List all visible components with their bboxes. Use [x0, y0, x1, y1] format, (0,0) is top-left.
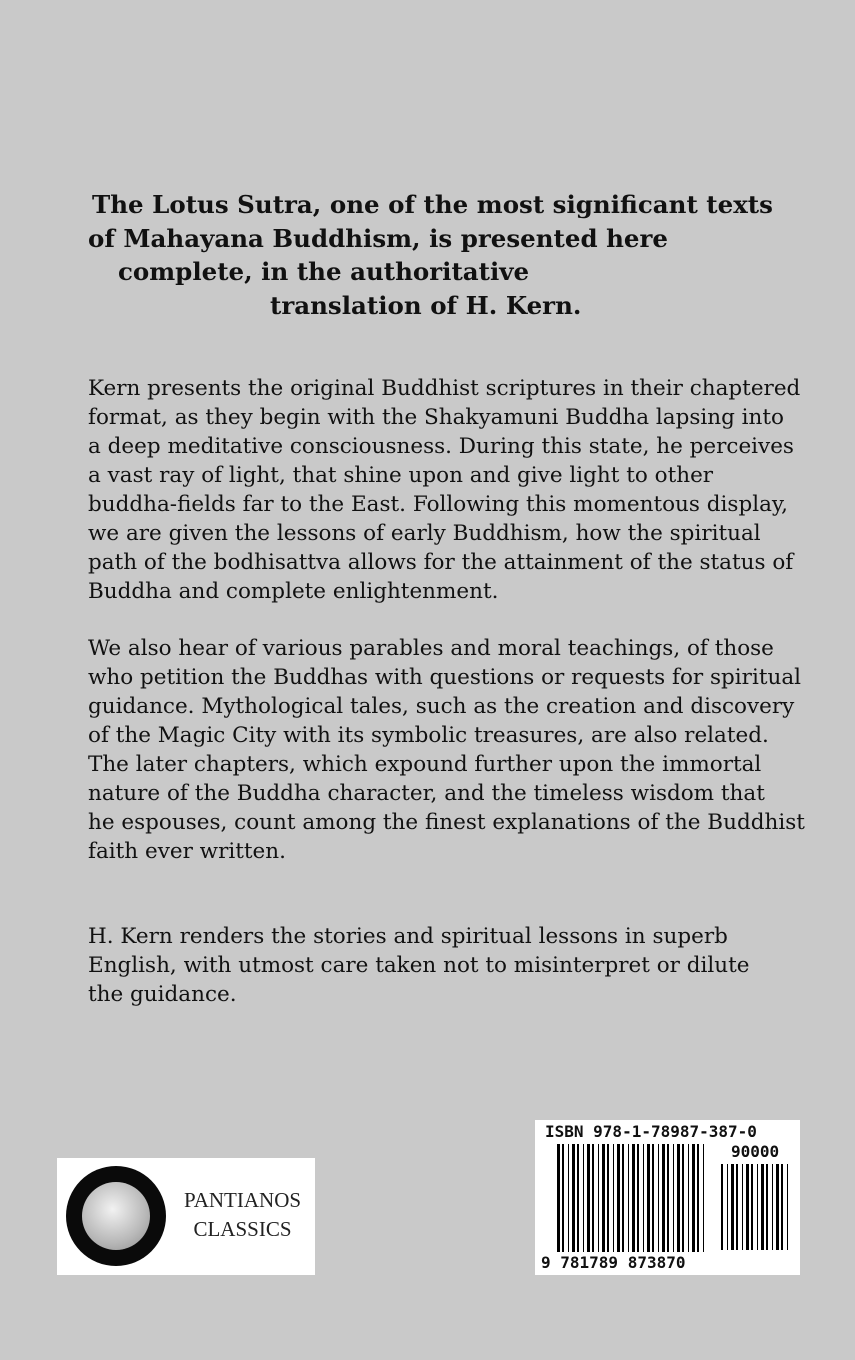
barcode-digits: 9 781789 873870 — [541, 1253, 686, 1272]
paragraph-1 — [88, 374, 800, 606]
headline-line: complete, in the authoritative — [118, 257, 530, 286]
barcode-bar — [781, 1164, 783, 1250]
isbn-label: ISBN 978-1-78987-387-0 — [545, 1122, 757, 1141]
isbn-addon-code: 90000 — [731, 1142, 780, 1161]
barcode-bar — [721, 1164, 723, 1250]
barcode-bar — [652, 1144, 654, 1252]
coin-icon — [66, 1166, 166, 1266]
paragraph-line: a deep meditative consciousness. During this state, he perceives — [88, 434, 794, 459]
paragraph-line: Buddha and complete enlightenment. — [88, 579, 499, 604]
publisher-logo — [57, 1158, 315, 1275]
barcode-bar — [602, 1144, 605, 1252]
headline-line: The Lotus Sutra, one of the most significant texts — [92, 190, 773, 219]
paragraph-line: nature of the Buddha character, and the timeless wisdom that — [88, 781, 765, 806]
barcode-bar — [562, 1144, 564, 1252]
barcode-bar — [622, 1144, 624, 1252]
barcode-bar — [658, 1144, 659, 1252]
barcode-bar — [742, 1164, 743, 1250]
paragraph-line: he espouses, count among the finest explanations of the Buddhist — [88, 810, 805, 835]
barcode-bar — [598, 1144, 599, 1252]
barcode-bar — [577, 1144, 579, 1252]
barcode-bar — [772, 1164, 773, 1250]
barcode-bar — [697, 1144, 699, 1252]
paragraph-line: of the Magic City with its symbolic treasures, are also related. — [88, 723, 769, 748]
paragraph-line: path of the bodhisattva allows for the attainment of the status of — [88, 550, 794, 575]
barcode-bar — [751, 1164, 753, 1250]
headline-line: of Mahayana Buddhism, is presented here — [88, 223, 669, 253]
barcode-bar — [557, 1144, 560, 1252]
barcode-bar — [673, 1144, 674, 1252]
paragraph-line: who petition the Buddhas with questions or requests for spiritual — [88, 665, 802, 690]
barcode-bar — [613, 1144, 614, 1252]
barcode-bar — [632, 1144, 635, 1252]
isbn-barcode-box — [535, 1120, 800, 1275]
barcode-bar — [746, 1164, 749, 1250]
headline-line: translation of H. Kern. — [270, 290, 582, 320]
paragraph-line: buddha-fields far to the East. Following this momentous display, — [88, 492, 789, 517]
barcode-bar — [607, 1144, 609, 1252]
paragraph-line: We also hear of various parables and moral teachings, of those — [88, 636, 774, 661]
barcode-bar — [682, 1144, 684, 1252]
paragraph-line: faith ever written. — [88, 839, 286, 864]
barcode-bar — [662, 1144, 665, 1252]
barcode-bar — [731, 1164, 734, 1250]
barcode-bar — [572, 1144, 575, 1252]
barcode-bar — [692, 1144, 695, 1252]
paragraph-line: H. Kern renders the stories and spiritual lessons in superb — [88, 924, 728, 949]
barcode-bar — [643, 1144, 644, 1252]
publisher-name-line1: PANTIANOS — [183, 1188, 302, 1212]
barcode-bar — [592, 1144, 594, 1252]
barcode-bar — [727, 1164, 728, 1250]
publisher-name-line2: CLASSICS — [193, 1217, 292, 1241]
barcode-main — [557, 1144, 707, 1252]
barcode-addon — [721, 1164, 791, 1250]
barcode-bar — [617, 1144, 620, 1252]
barcode-bar — [776, 1164, 779, 1250]
paragraph-line: a vast ray of light, that shine upon and give light to other — [88, 463, 714, 488]
barcode-bar — [587, 1144, 590, 1252]
barcode-bar — [736, 1164, 738, 1250]
paragraph-line: the guidance. — [88, 982, 237, 1007]
cover-headline — [0, 188, 855, 322]
barcode-bar — [583, 1144, 584, 1252]
paragraph-line: Kern presents the original Buddhist scriptures in their chaptered — [88, 376, 801, 401]
paragraph-3 — [88, 922, 749, 1009]
barcode-bar — [688, 1144, 689, 1252]
barcode-bar — [761, 1164, 764, 1250]
barcode-bar — [766, 1164, 768, 1250]
barcode-bar — [677, 1144, 680, 1252]
barcode-bar — [628, 1144, 629, 1252]
barcode-bar — [703, 1144, 704, 1252]
paragraph-line: we are given the lessons of early Buddhism, how the spiritual — [88, 521, 761, 546]
barcode-bar — [787, 1164, 788, 1250]
barcode-bar — [757, 1164, 758, 1250]
barcode-bar — [647, 1144, 650, 1252]
barcode-bar — [637, 1144, 639, 1252]
paragraph-2 — [88, 634, 805, 866]
paragraph-line: guidance. Mythological tales, such as the creation and discovery — [88, 694, 795, 719]
barcode-bar — [667, 1144, 669, 1252]
paragraph-line: English, with utmost care taken not to misinterpret or dilute — [88, 953, 750, 978]
paragraph-line: The later chapters, which expound further upon the immortal — [88, 752, 762, 777]
paragraph-line: format, as they begin with the Shakyamuni Buddha lapsing into — [88, 405, 784, 430]
barcode-bar — [568, 1144, 569, 1252]
